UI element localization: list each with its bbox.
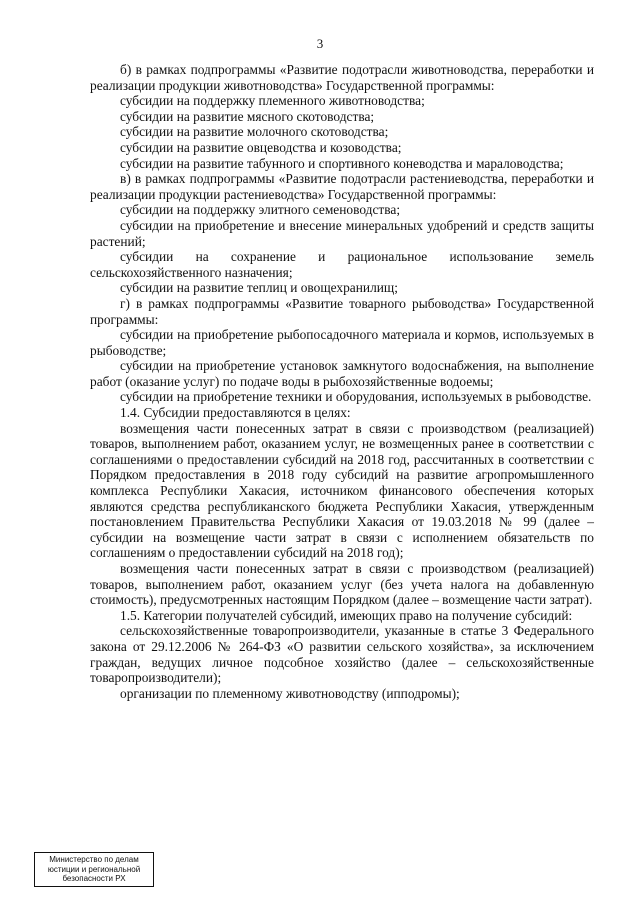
paragraph: субсидии на развитие овцеводства и козоводства; [120, 139, 402, 155]
paragraph: возмещения части понесенных затрат в связи с производством (реализацией) товаров, выполнением работ, оказанием услуг, не возмещенных ранее в соответствии с соглашениями о предоставлении субсидий на 2018 год, рассчитанных в соответствии с Порядком предоставления в 2018 году субсидий на развитие агропромышленного комплекса Республики Хакасия, источником финансового обеспечения которых являются средства республиканского бюджета Республики Хакасия, утвержденным постановлением Правительства Республики Хакасия от 19.03.2018 № 99 (далее – субсидии на возмещение части затрат в связи с исполнением обязательств по соглашениям о предоставлении субсидий на 2018 год); [90, 420, 594, 561]
document-body [90, 62, 594, 701]
paragraph: субсидии на развитие молочного скотоводства; [120, 124, 389, 140]
paragraph: субсидии на развитие табунного и спортивного коневодства и мараловодства; [120, 155, 564, 171]
ministry-stamp [34, 852, 154, 887]
paragraph: б) в рамках подпрограммы «Развитие подотрасли животноводства, переработки и реализации продукции животноводства» Государственной программы: [90, 62, 594, 93]
paragraph: субсидии на развитие теплиц и овощехранилищ; [120, 280, 398, 296]
stamp-line: Министерство по делам [49, 855, 139, 864]
paragraph: субсидии на сохранение и рациональное использование земель сельскохозяйственного назначения; [90, 249, 594, 280]
paragraph: 1.4. Субсидии предоставляются в целях: [120, 405, 351, 421]
paragraph: субсидии на поддержку элитного семеноводства; [120, 202, 401, 218]
paragraph: 1.5. Категории получателей субсидий, имеющих право на получение субсидий: [120, 607, 573, 623]
paragraph: субсидии на приобретение и внесение минеральных удобрений и средств защиты растений; [90, 217, 594, 249]
paragraph: субсидии на поддержку племенного животноводства; [120, 93, 425, 109]
page-number: 3 [316, 36, 324, 51]
stamp-line: юстиции и региональной [47, 864, 141, 874]
paragraph: в) в рамках подпрограммы «Развитие подотрасли растениеводства, переработки и реализации продукции растениеводства» Государственной программы: [90, 171, 594, 202]
paragraph: субсидии на приобретение техники и оборудования, используемых в рыбоводстве. [120, 389, 592, 405]
stamp-line: безопасности РХ [62, 874, 126, 883]
paragraph: субсидии на развитие мясного скотоводства; [120, 108, 375, 124]
paragraph: г) в рамках подпрограммы «Развитие товарного рыбоводства» Государственной программы: [90, 295, 594, 327]
paragraph: субсидии на приобретение установок замкнутого водоснабжения, на выполнение работ (оказание услуг) по подаче воды в рыбохозяйственные водоемы; [90, 358, 594, 389]
paragraph: организации по племенному животноводству (ипподромы); [120, 685, 460, 701]
paragraph: субсидии на приобретение рыбопосадочного материала и кормов, используемых в рыбоводстве; [90, 327, 594, 358]
paragraph: сельскохозяйственные товаропроизводители, указанные в статье 3 Федерального закона от 29.12.2006 № 264-ФЗ «О развитии сельского хозяйства», за исключением граждан, ведущих личное подсобное хозяйство (далее – сельскохозяйственные товаропроизводители); [90, 623, 594, 686]
paragraph: возмещения части понесенных затрат в связи с производством (реализацией) товаров, выполнением работ, оказанием услуг (без учета налога на добавленную стоимость), предусмотренных настоящим Порядком (далее – возмещение части затрат). [90, 561, 594, 608]
